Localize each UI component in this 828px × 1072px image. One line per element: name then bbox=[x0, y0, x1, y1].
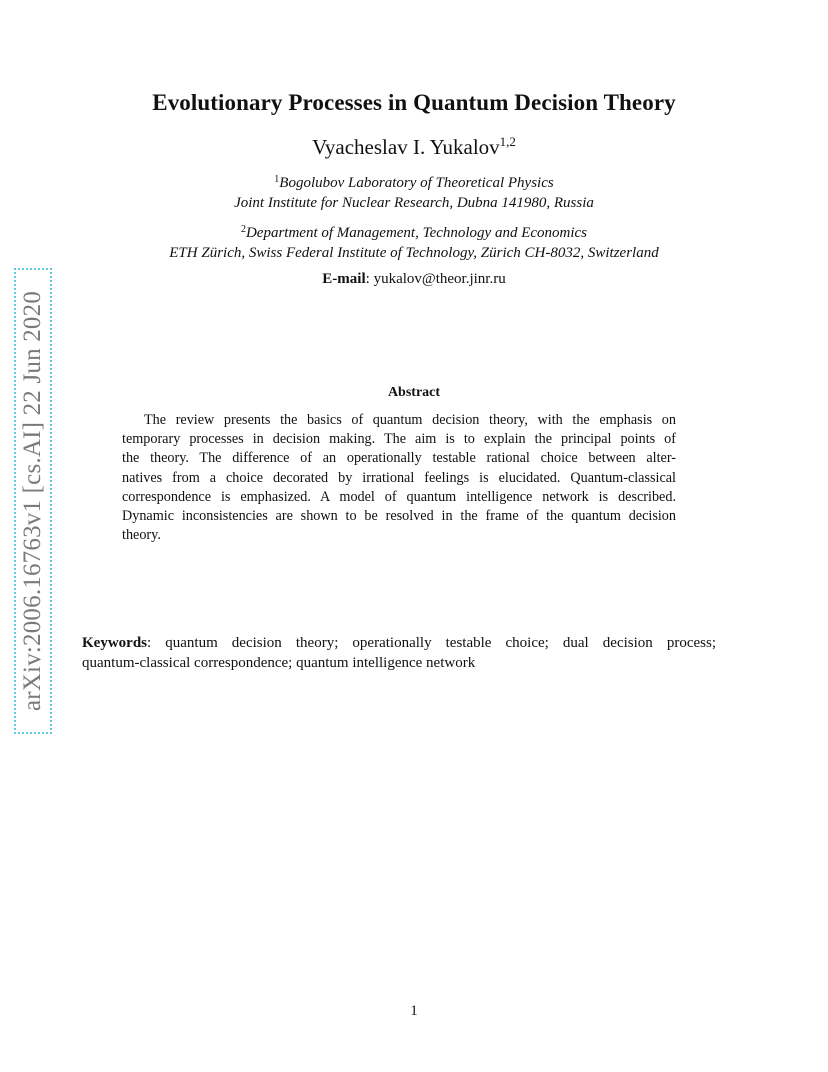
abstract-line: the theory. The difference of an operationally testable rational choice between alter- bbox=[122, 450, 676, 467]
keywords-section bbox=[82, 633, 716, 673]
affiliation-1-line-2: Joint Institute for Nuclear Research, Dubna 141980, Russia bbox=[234, 195, 594, 211]
email-separator: : bbox=[365, 271, 370, 287]
abstract-line: correspondence is emphasized. A model of quantum intelligence network is described. bbox=[122, 488, 676, 505]
abstract-line: temporary processes in decision making. The aim is to explain the principal points of bbox=[122, 431, 676, 448]
arxiv-stamp-text: arXiv:2006.16763v1 [cs.AI] 22 Jun 2020 bbox=[19, 290, 46, 712]
email-label: E-mail bbox=[322, 271, 366, 287]
paper-title: Evolutionary Processes in Quantum Decision Theory bbox=[152, 90, 676, 115]
abstract-heading: Abstract bbox=[387, 385, 441, 400]
page-number: 1 bbox=[410, 1003, 418, 1019]
keywords-label: Keywords bbox=[82, 635, 147, 651]
email-line bbox=[0, 271, 828, 288]
arxiv-stamp bbox=[14, 268, 52, 734]
keywords-line-2: quantum-classical correspondence; quantum intelligence network bbox=[82, 655, 476, 671]
affiliation-2-mark: 2 bbox=[240, 224, 246, 235]
abstract-line: natives from a choice decorated by irrational feelings is elucidated. Quantum-classical bbox=[122, 469, 676, 486]
affiliation-1-mark: 1 bbox=[274, 174, 280, 185]
affiliation-2-line-1: $^2$Department of Management, Technology and Economics bbox=[240, 224, 588, 241]
abstract-body bbox=[122, 411, 676, 545]
affiliation-2-line-2: ETH Zürich, Swiss Federal Institute of Technology, Zürich CH-8032, Switzerland bbox=[169, 245, 659, 261]
author-line bbox=[0, 134, 828, 160]
affiliation-1-line-1: $^1$Bogolubov Laboratory of Theoretical Physics bbox=[274, 174, 554, 191]
keywords-line-1: Keywords: quantum decision theory; operationally testable choice; dual decision process; bbox=[82, 635, 716, 651]
author-name: Vyacheslav I. Yukalov bbox=[312, 135, 500, 159]
author-affiliation-marks: 1,2 bbox=[499, 134, 516, 149]
email-address[interactable]: yukalov@theor.jinr.ru bbox=[373, 271, 506, 287]
abstract-line: The review presents the basics of quantum decision theory, with the emphasis on bbox=[144, 412, 676, 428]
affiliation-1 bbox=[0, 170, 828, 213]
abstract-line: Dynamic inconsistencies are shown to be resolved in the frame of the quantum decision bbox=[122, 508, 676, 525]
abstract-line: theory. bbox=[122, 527, 161, 544]
affiliation-2 bbox=[0, 220, 828, 263]
